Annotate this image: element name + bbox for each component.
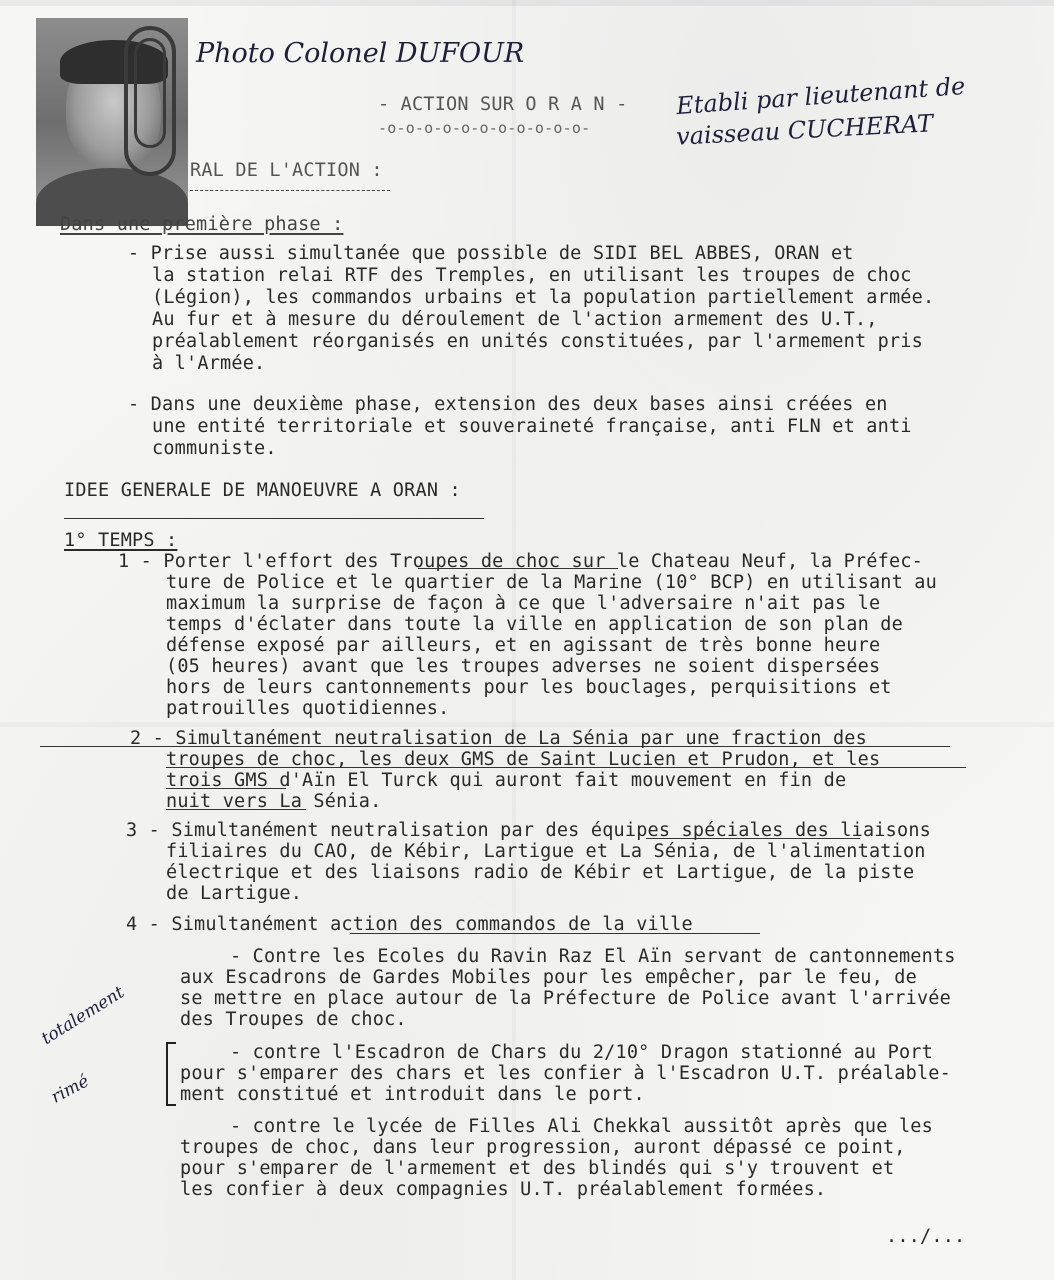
item-2-underline-3 xyxy=(166,788,286,789)
horizontal-fold-line xyxy=(0,722,1054,727)
item-1-line-7: hors de leurs cantonnements pour les bouclages, perquisitions et xyxy=(166,677,892,698)
item-2-underline-1 xyxy=(40,746,950,747)
item-4-sub-c-line-3: pour s'emparer de l'armement et des blindés qui s'y trouvent et xyxy=(180,1158,895,1179)
handwritten-margin-note-2: rimé xyxy=(48,1071,93,1108)
item-3-line-3: électrique et des liaisons radio de Kébir et Lartigue, de la piste xyxy=(166,862,915,883)
phase-item-1-line-2: la station relai RTF des Tremples, en utilisant les troupes de choc xyxy=(152,265,912,286)
phase-item-1-line-1: - Prise aussi simultanée que possible de SIDI BEL ABBES, ORAN et xyxy=(128,243,854,264)
phase-item-1-line-3: (Légion), les commandos urbains et la population partiellement armée. xyxy=(152,287,935,308)
item-2-underline-2 xyxy=(166,767,966,768)
item-4-sub-c-line-1: - contre le lycée de Filles Ali Chekkal aussitôt après que les xyxy=(230,1116,933,1137)
item-3-line-1: 3 - Simultanément neutralisation par des équipes spéciales des liaisons xyxy=(126,820,931,841)
handwritten-author-line-2: vaisseau CUCHERAT xyxy=(675,109,934,151)
item-3-underline-equipes xyxy=(646,838,860,839)
phase-item-1-line-6: à l'Armée. xyxy=(152,353,266,374)
phase-1-heading: Dans une première phase : xyxy=(60,214,344,235)
phase-item-2-line-1: - Dans une deuxième phase, extension des deux bases ainsi créées en xyxy=(128,394,888,415)
item-2-underline-4 xyxy=(166,809,306,810)
phase-item-2-line-3: communiste. xyxy=(152,438,277,459)
paperclip-inner-icon xyxy=(134,38,166,148)
item-3-line-4: de Lartigue. xyxy=(166,883,303,904)
maneuver-heading: IDEE GENERALE DE MANOEUVRE A ORAN : xyxy=(64,480,461,501)
item-4-sub-b-line-2: pour s'emparer des chars et les confier à l'Escadron U.T. préalable- xyxy=(180,1063,951,1084)
item-2-line-2: troupes de choc, les deux GMS de Saint Lucien et Prudon, et les xyxy=(166,749,881,770)
page-edge-shadow xyxy=(0,0,1054,6)
item-4-sub-b-line-3: ment constitué et introduit dans le port. xyxy=(180,1084,645,1105)
item-4-sub-b-line-1: - contre l'Escadron de Chars du 2/10° Dragon stationné au Port xyxy=(230,1042,933,1063)
item-1-underline-troupes xyxy=(418,568,618,569)
item-4-sub-a-line-2: aux Escadrons de Gardes Mobiles pour les empêcher, par le feu, de xyxy=(180,967,917,988)
continuation-mark: .../... xyxy=(886,1226,966,1247)
temps-label: 1° TEMPS : xyxy=(64,530,178,551)
item-1-line-3: maximum la surprise de façon à ce que l'adversaire n'ait pas le xyxy=(166,593,881,614)
item-2-line-4: nuit vers La Sénia. xyxy=(166,791,382,812)
item-2-line-3: trois GMS d'Aïn El Turck qui auront fait mouvement en fin de xyxy=(166,770,847,791)
handwritten-author-line-1: Etabli par lieutenant de xyxy=(675,71,967,121)
title-underline: -o-o-o-o-o-o-o-o-o-o-o- xyxy=(378,119,591,137)
maneuver-heading-rule xyxy=(64,518,484,519)
item-1-line-4: temps d'éclater dans toute la ville en application de son plan de xyxy=(166,614,903,635)
item-2-line-1: 2 - Simultanément neutralisation de La Sénia par une fraction des xyxy=(130,728,867,749)
handwritten-photo-caption: Photo Colonel DUFOUR xyxy=(196,38,525,69)
item-4-sub-a-line-3: se mettre en place autour de la Préfecture de Police avant l'arrivée xyxy=(180,988,951,1009)
item-1-line-2: ture de Police et le quartier de la Marine (10° BCP) en utilisant au xyxy=(166,572,937,593)
portrait-photo xyxy=(36,18,188,226)
item-3-line-2: filiaires du CAO, de Kébir, Lartigue et La Sénia, de l'alimentation xyxy=(166,841,926,862)
item-4-sub-c-line-2: troupes de choc, dans leur progression, auront dépassé ce point, xyxy=(180,1137,906,1158)
item-1-line-1: 1 - Porter l'effort des Troupes de choc sur le Chateau Neuf, la Préfec- xyxy=(118,551,923,572)
item-4-heading: 4 - Simultanément action des commandos de la ville xyxy=(126,914,693,935)
item-1-line-6: (05 heures) avant que les troupes adverses ne soient dispersées xyxy=(166,656,881,677)
handwritten-margin-note-1: totalement xyxy=(38,982,128,1049)
phase-item-1-line-5: préalablement réorganisés en unités constituées, par l'armement pris xyxy=(152,331,923,352)
item-4-sub-a-line-1: - Contre les Ecoles du Ravin Raz El Aïn servant de cantonnements xyxy=(230,946,956,967)
section-heading-general: RAL DE L'ACTION : xyxy=(190,160,383,181)
margin-bracket xyxy=(166,1042,176,1106)
item-4-sub-a-line-4: des Troupes de choc. xyxy=(180,1009,407,1030)
item-4-sub-c-line-4: les confier à deux compagnies U.T. préalablement formées. xyxy=(180,1179,827,1200)
document-title: - ACTION SUR O R A N - xyxy=(378,94,628,115)
item-1-line-8: patrouilles quotidiennes. xyxy=(166,698,450,719)
phase-item-2-line-2: une entité territoriale et souveraineté française, anti FLN et anti xyxy=(152,416,912,437)
phase-item-1-line-4: Au fur et à mesure du déroulement de l'action armement des U.T., xyxy=(152,309,878,330)
section-heading-rule xyxy=(190,190,390,191)
item-1-line-5: défense exposé par ailleurs, et en agissant de très bonne heure xyxy=(166,635,881,656)
item-4-underline-action xyxy=(350,933,760,934)
